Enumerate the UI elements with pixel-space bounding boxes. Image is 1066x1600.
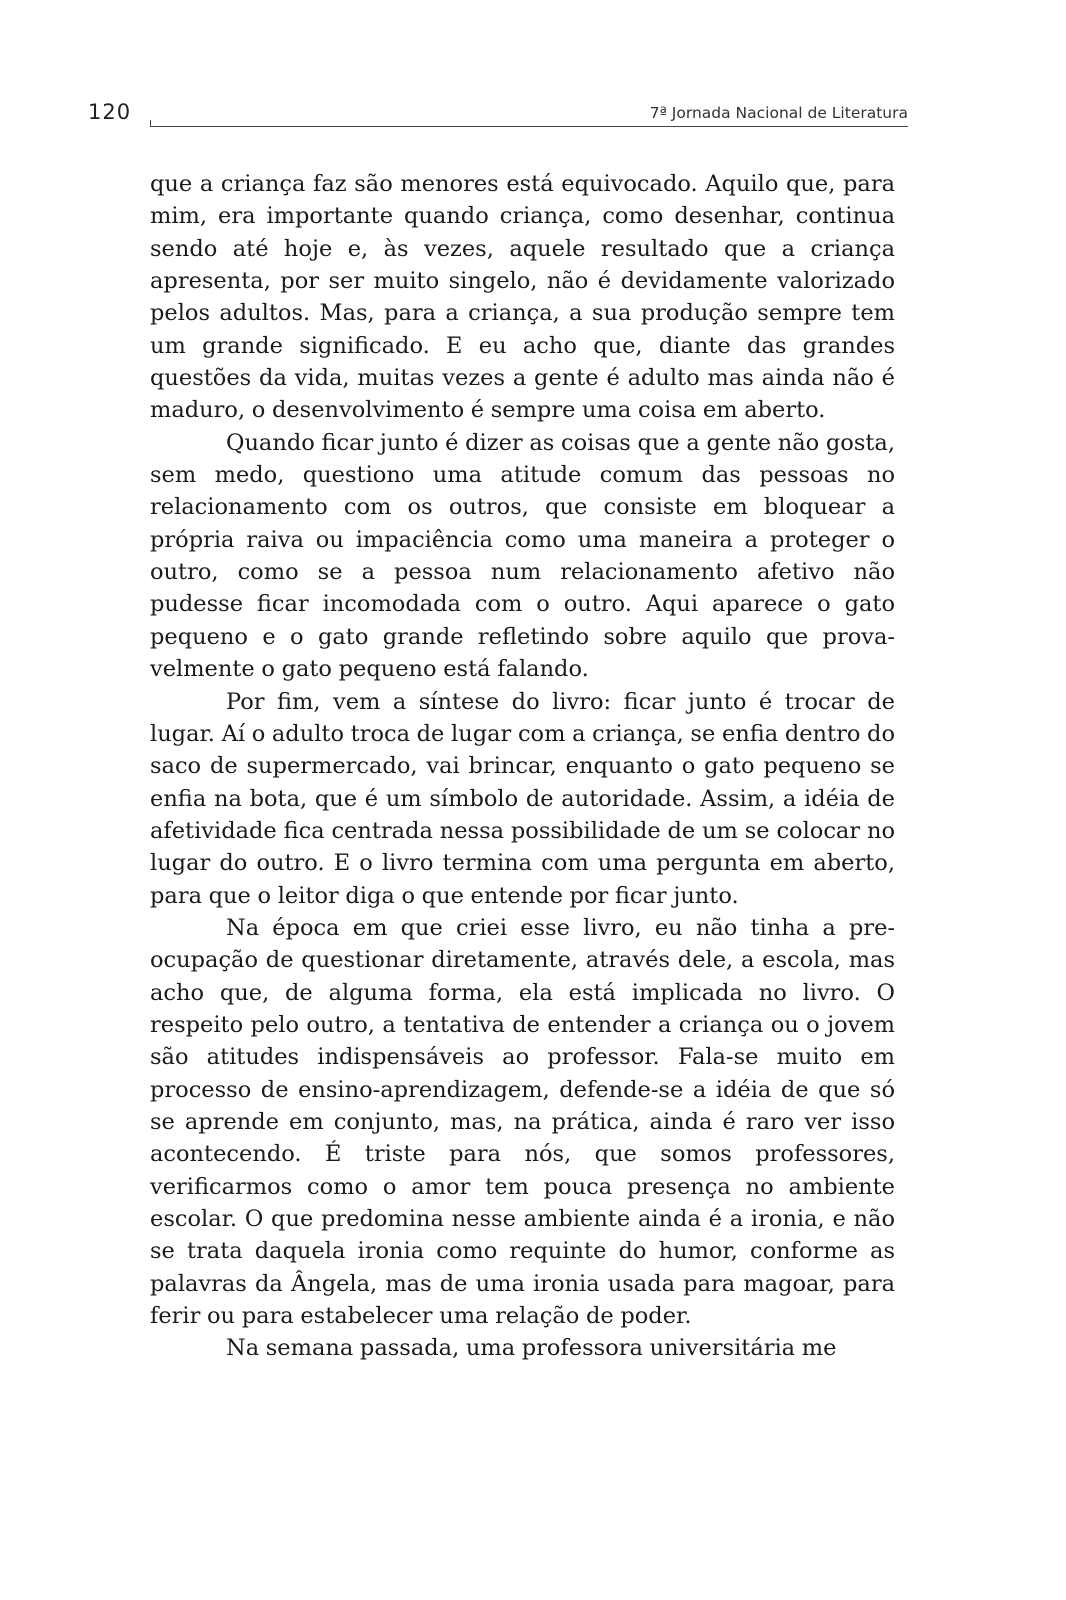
paragraph-3: Por fim, vem a síntese do livro: ficar junto é trocar de lugar. Aí o adulto troca de lugar com a criança, se enfia dentro do saco de supermercado, vai brincar, enquanto o gato pequeno se enfia na bota, que é um símbolo de autoridade. Assim, a idéia de afetividade fica centrada nessa possibilidade de um se colocar no lugar do outro. E o livro termina com uma pergunta em aberto, para que o leitor diga o que entende por ficar junto. [150, 688, 895, 909]
header-rule [150, 126, 908, 127]
running-title: 7ª Jornada Nacional de Literatura [649, 104, 908, 122]
page-number: 120 [88, 100, 132, 124]
page-header [88, 100, 908, 128]
paragraph-2: Quando ficar junto é dizer as coisas que a gente não gosta, sem medo, questiono uma atitude comum das pessoas no relacionamento com os outros, que consiste em bloquear a própria raiva ou impaciência como uma maneira a proteger o outro, como se a pessoa num relacionamento afetivo não pudesse ficar incomodada com o outro. Aqui aparece o gato pequeno e o gato grande refletindo sobre aquilo que provavelmente o gato pequeno está falando. [150, 429, 895, 683]
paragraph-5: Na semana passada, uma professora universitária me [226, 1335, 837, 1362]
paragraph-4: Na época em que criei esse livro, eu não tinha a preocupação de questionar diretamente, através dele, a escola, mas acho que, de alguma forma, ela está implicada no livro. O respeito pelo outro, a tentativa de entender a criança ou o jovem são atitudes indispensáveis ao professor. Fala-se muito em processo de ensino-aprendizagem, defende-se a idéia de que só se aprende em conjunto, mas, na prática, ainda é raro ver isso acontecendo. É triste para nós, que somos professores, verificarmos como o amor tem pouca presença no ambiente escolar. O que predomina nesse ambiente ainda é a ironia, e não se trata daquela ironia como requinte do humor, conforme as palavras da Ângela, mas de uma ironia usada para magoar, para ferir ou para estabelecer uma relação de poder. [150, 914, 895, 1330]
paragraph-1: que a criança faz são menores está equivocado. Aquilo que, para mim, era importante quando criança, como desenhar, continua sendo até hoje e, às vezes, aquele resultado que a criança apresenta, por ser muito singelo, não é devidamente valorizado pelos adultos. Mas, para a criança, a sua produção sempre tem um grande significado. E eu acho que, diante das grandes questões da vida, muitas vezes a gente é adulto mas ainda não é maduro, o desenvolvimento é sempre uma coisa em aberto. [150, 171, 895, 424]
body-text [150, 168, 895, 1365]
